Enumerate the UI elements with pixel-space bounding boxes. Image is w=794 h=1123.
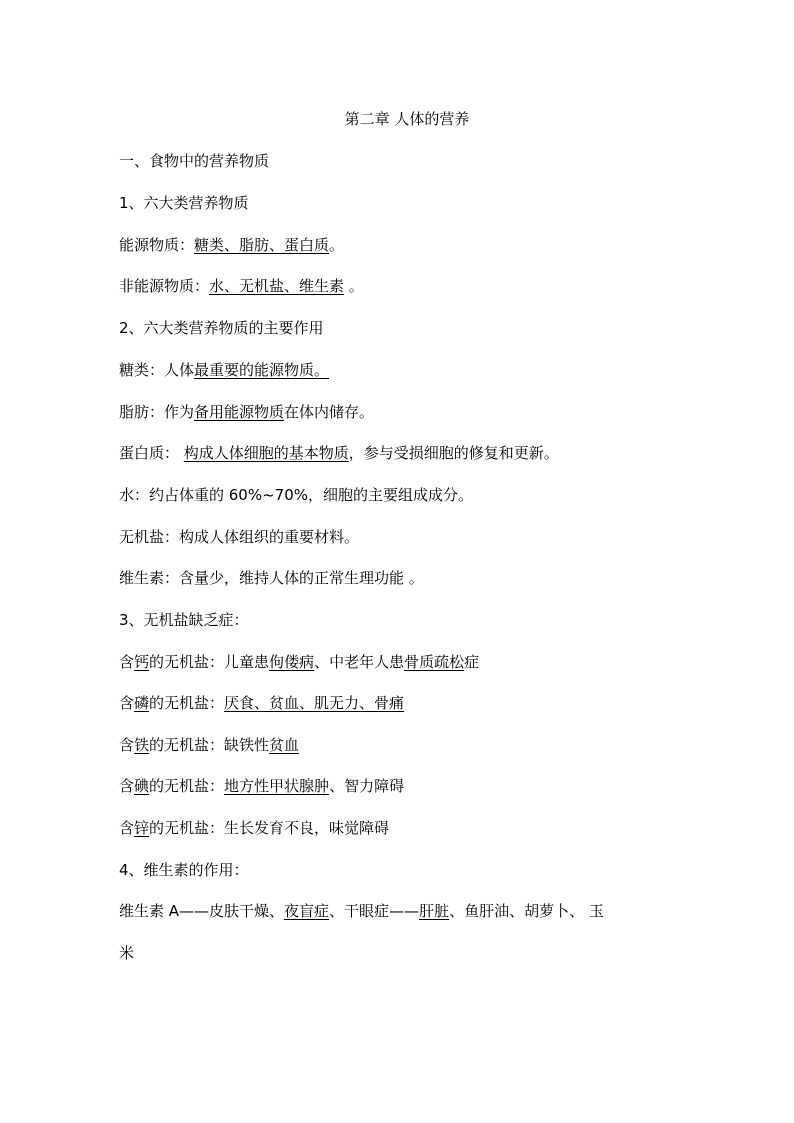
text-segment: 的无机盐：缺铁性 xyxy=(149,736,270,754)
text-line xyxy=(119,233,344,257)
text-line xyxy=(119,483,473,507)
text-line xyxy=(119,691,404,715)
text-segment: 3、无机盐缺乏症： xyxy=(119,611,249,629)
text-segment: 维生素 A——皮肤干燥、 xyxy=(119,902,285,920)
text-line xyxy=(119,274,364,298)
text-segment: 脂肪：作为 xyxy=(119,403,195,421)
text-segment: 。 xyxy=(329,236,345,254)
text-segment: 一、食物中的营养物质 xyxy=(119,152,270,170)
text-segment: 含 xyxy=(119,819,135,837)
underlined-text: 最重要的能源物质。 xyxy=(194,361,330,379)
underlined-text: 肝脏 xyxy=(419,902,450,920)
text-line xyxy=(119,400,374,424)
text-line xyxy=(119,650,479,674)
underlined-text: 佝偻病 xyxy=(269,653,315,671)
underlined-text: 锌 xyxy=(134,819,150,837)
underlined-text: 碘 xyxy=(134,777,150,795)
text-segment: 2、六大类营养物质的主要作用 xyxy=(119,319,324,337)
text-segment: 含 xyxy=(119,653,135,671)
text-segment: 、干眼症—— xyxy=(329,902,420,920)
underlined-text: 构成人体细胞的基本物质 xyxy=(183,444,349,462)
text-segment: 米 xyxy=(119,944,135,962)
text-line xyxy=(119,774,404,798)
text-line xyxy=(119,316,324,340)
underlined-text: 磷 xyxy=(134,694,150,712)
text-segment: 水：约占体重的 60%~70%，细胞的主要组成成分。 xyxy=(119,486,474,504)
text-line xyxy=(119,941,134,965)
text-segment: 的无机盐： xyxy=(149,694,225,712)
text-segment: 含 xyxy=(119,694,135,712)
underlined-text: 钙 xyxy=(134,653,150,671)
text-segment: 症 xyxy=(464,653,480,671)
text-segment: 能源物质： xyxy=(119,236,195,254)
text-segment: 的无机盐：生长发育不良，味觉障碍 xyxy=(149,819,390,837)
text-line xyxy=(119,899,604,923)
text-line xyxy=(119,733,299,757)
text-line xyxy=(119,525,359,549)
underlined-text: 水、无机盐、维生素 xyxy=(209,277,345,295)
text-segment: 、鱼肝油、胡萝卜、 玉 xyxy=(449,902,604,920)
text-line xyxy=(119,441,559,465)
underlined-text: 夜盲症 xyxy=(284,902,330,920)
text-segment: 。 xyxy=(344,277,364,295)
text-line xyxy=(119,358,329,382)
text-segment: 在体内储存。 xyxy=(284,403,375,421)
underlined-text: 备用能源物质 xyxy=(194,403,285,421)
text-segment: 4、维生素的作用： xyxy=(119,861,249,879)
text-line xyxy=(119,566,424,590)
underlined-text: 铁 xyxy=(134,736,150,754)
underlined-text: 地方性甲状腺肿 xyxy=(224,777,330,795)
text-line xyxy=(119,191,249,215)
text-segment: 、中老年人患 xyxy=(314,653,405,671)
text-line xyxy=(119,149,269,173)
underlined-text: 糖类、脂肪、蛋白质 xyxy=(194,236,330,254)
text-segment: 含 xyxy=(119,777,135,795)
text-segment: 蛋白质： xyxy=(119,444,184,462)
text-line xyxy=(119,816,389,840)
text-line xyxy=(119,608,249,632)
text-segment: 、智力障碍 xyxy=(329,777,405,795)
text-segment: 非能源物质： xyxy=(119,277,210,295)
underlined-text: 厌食、贫血、肌无力、骨痛 xyxy=(224,694,405,712)
text-segment: 1、六大类营养物质 xyxy=(119,194,249,212)
underlined-text: 骨质疏松 xyxy=(404,653,465,671)
underlined-text: 贫血 xyxy=(269,736,300,754)
text-segment: 含 xyxy=(119,736,135,754)
text-line xyxy=(119,858,249,882)
chapter-title: 第二章 人体的营养 xyxy=(344,110,470,128)
text-segment: 糖类：人体 xyxy=(119,361,195,379)
text-segment: 无机盐：构成人体组织的重要材料。 xyxy=(119,528,360,546)
text-segment: 维生素：含量少，维持人体的正常生理功能 。 xyxy=(119,569,424,587)
text-segment: 的无机盐： xyxy=(149,777,225,795)
text-segment: 的无机盐：儿童患 xyxy=(149,653,270,671)
text-segment: ，参与受损细胞的修复和更新。 xyxy=(348,444,559,462)
